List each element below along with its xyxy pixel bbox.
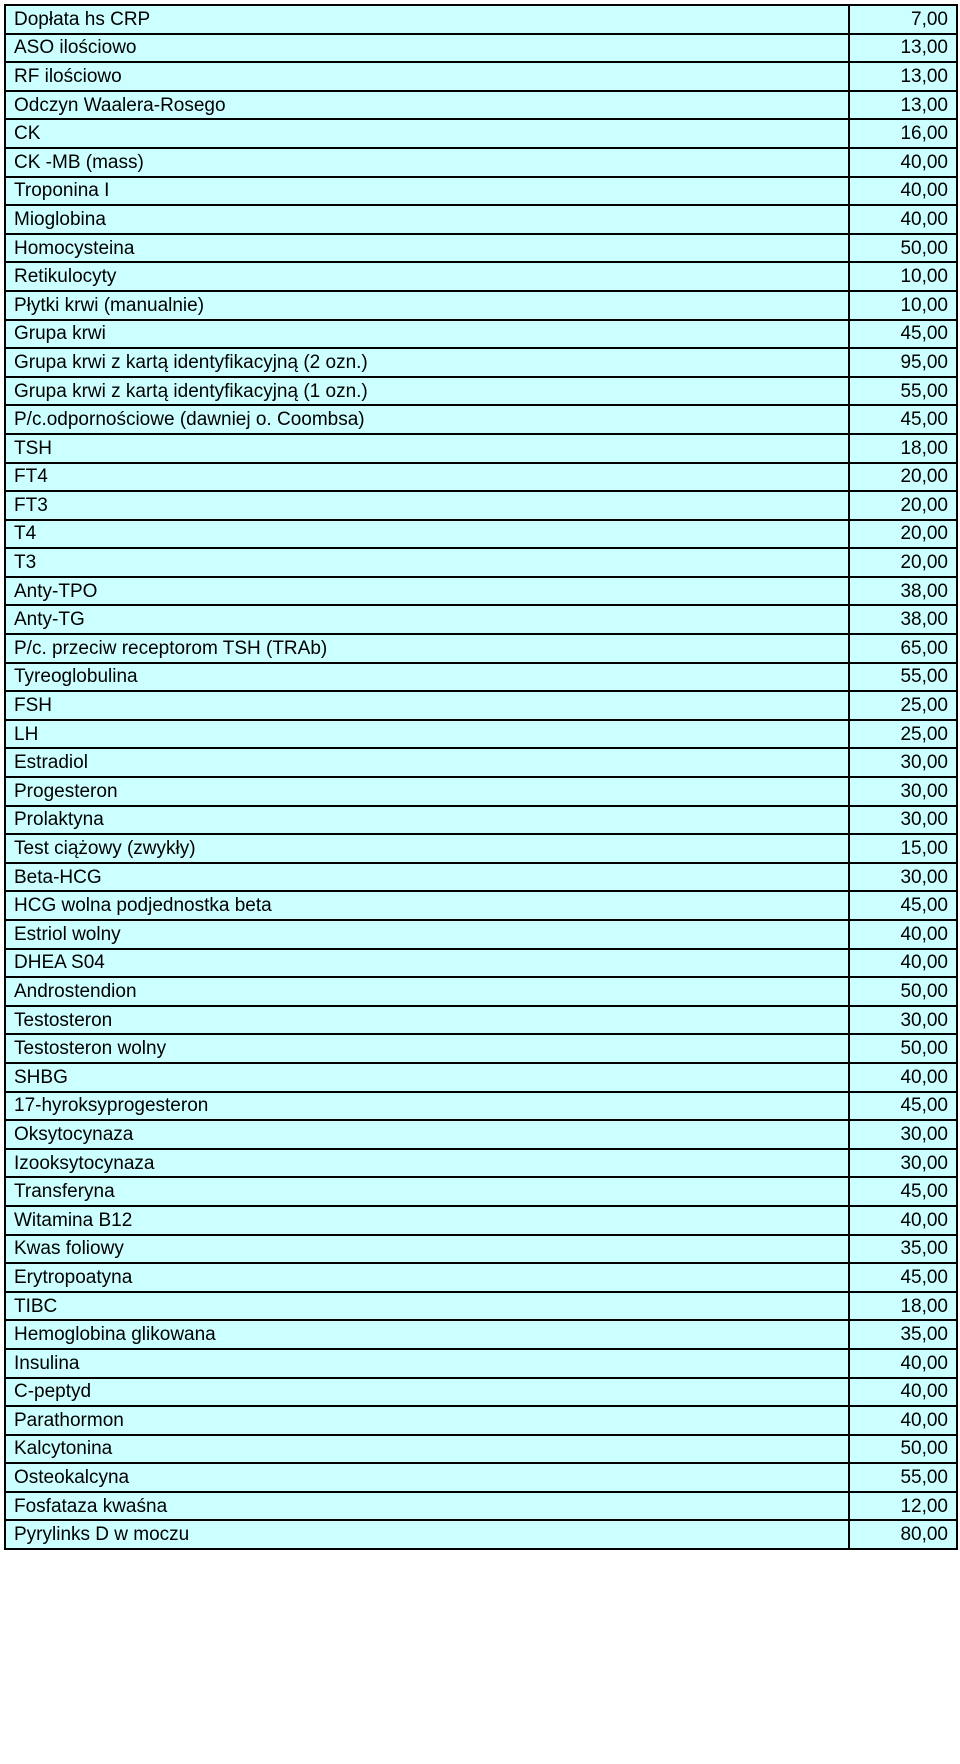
test-name-cell: TIBC bbox=[5, 1292, 849, 1321]
table-row bbox=[5, 777, 957, 806]
test-price-cell: 80,00 bbox=[849, 1520, 957, 1549]
table-row bbox=[5, 720, 957, 749]
test-name-cell: Kwas foliowy bbox=[5, 1235, 849, 1264]
test-price-cell: 40,00 bbox=[849, 1378, 957, 1407]
test-price-cell: 40,00 bbox=[849, 205, 957, 234]
table-row bbox=[5, 1006, 957, 1035]
table-row bbox=[5, 434, 957, 463]
test-name-cell: Osteokalcyna bbox=[5, 1463, 849, 1492]
table-row bbox=[5, 320, 957, 349]
test-price-cell: 30,00 bbox=[849, 748, 957, 777]
table-row bbox=[5, 5, 957, 34]
test-price-cell: 45,00 bbox=[849, 1177, 957, 1206]
test-price-cell: 30,00 bbox=[849, 1006, 957, 1035]
test-name-cell: Witamina B12 bbox=[5, 1206, 849, 1235]
table-row bbox=[5, 1034, 957, 1063]
table-row bbox=[5, 1320, 957, 1349]
table-row bbox=[5, 691, 957, 720]
test-name-cell: Transferyna bbox=[5, 1177, 849, 1206]
test-price-cell: 45,00 bbox=[849, 1263, 957, 1292]
test-price-cell: 13,00 bbox=[849, 62, 957, 91]
test-price-cell: 38,00 bbox=[849, 605, 957, 634]
test-name-cell: Erytropoatyna bbox=[5, 1263, 849, 1292]
test-price-cell: 45,00 bbox=[849, 891, 957, 920]
test-price-cell: 50,00 bbox=[849, 1034, 957, 1063]
table-row bbox=[5, 663, 957, 692]
table-row bbox=[5, 177, 957, 206]
test-price-cell: 30,00 bbox=[849, 863, 957, 892]
test-price-cell: 50,00 bbox=[849, 977, 957, 1006]
test-price-cell: 95,00 bbox=[849, 348, 957, 377]
table-row bbox=[5, 834, 957, 863]
test-name-cell: TSH bbox=[5, 434, 849, 463]
test-price-cell: 40,00 bbox=[849, 1349, 957, 1378]
table-row bbox=[5, 262, 957, 291]
test-price-cell: 18,00 bbox=[849, 1292, 957, 1321]
test-price-cell: 40,00 bbox=[849, 949, 957, 978]
test-price-cell: 40,00 bbox=[849, 920, 957, 949]
test-price-cell: 10,00 bbox=[849, 262, 957, 291]
test-name-cell: Estriol wolny bbox=[5, 920, 849, 949]
table-row bbox=[5, 491, 957, 520]
test-price-cell: 25,00 bbox=[849, 720, 957, 749]
table-row bbox=[5, 1063, 957, 1092]
test-name-cell: Fosfataza kwaśna bbox=[5, 1492, 849, 1521]
test-price-cell: 40,00 bbox=[849, 1206, 957, 1235]
table-row bbox=[5, 1435, 957, 1464]
test-name-cell: Grupa krwi z kartą identyfikacyjną (2 ozn.) bbox=[5, 348, 849, 377]
test-name-cell: Izooksytocynaza bbox=[5, 1149, 849, 1178]
test-price-cell: 40,00 bbox=[849, 1063, 957, 1092]
test-name-cell: RF ilościowo bbox=[5, 62, 849, 91]
test-price-cell: 38,00 bbox=[849, 577, 957, 606]
test-price-cell: 13,00 bbox=[849, 34, 957, 63]
table-row bbox=[5, 1092, 957, 1121]
table-row bbox=[5, 91, 957, 120]
test-price-cell: 45,00 bbox=[849, 405, 957, 434]
test-name-cell: ASO ilościowo bbox=[5, 34, 849, 63]
test-price-cell: 10,00 bbox=[849, 291, 957, 320]
table-row bbox=[5, 205, 957, 234]
test-price-cell: 20,00 bbox=[849, 463, 957, 492]
test-name-cell: C-peptyd bbox=[5, 1378, 849, 1407]
test-price-cell: 45,00 bbox=[849, 320, 957, 349]
test-name-cell: FT4 bbox=[5, 463, 849, 492]
test-name-cell: Progesteron bbox=[5, 777, 849, 806]
price-list-table bbox=[4, 4, 958, 1550]
test-name-cell: P/c. przeciw receptorom TSH (TRAb) bbox=[5, 634, 849, 663]
test-name-cell: FSH bbox=[5, 691, 849, 720]
test-price-cell: 30,00 bbox=[849, 806, 957, 835]
test-name-cell: Testosteron wolny bbox=[5, 1034, 849, 1063]
test-price-cell: 25,00 bbox=[849, 691, 957, 720]
test-name-cell: CK -MB (mass) bbox=[5, 148, 849, 177]
test-name-cell: DHEA S04 bbox=[5, 949, 849, 978]
table-row bbox=[5, 1406, 957, 1435]
test-price-cell: 45,00 bbox=[849, 1092, 957, 1121]
test-price-cell: 20,00 bbox=[849, 548, 957, 577]
table-row bbox=[5, 348, 957, 377]
test-price-cell: 50,00 bbox=[849, 234, 957, 263]
test-name-cell: T3 bbox=[5, 548, 849, 577]
test-name-cell: Oksytocynaza bbox=[5, 1120, 849, 1149]
test-price-cell: 55,00 bbox=[849, 377, 957, 406]
table-row bbox=[5, 1463, 957, 1492]
test-price-cell: 35,00 bbox=[849, 1320, 957, 1349]
test-name-cell: Hemoglobina glikowana bbox=[5, 1320, 849, 1349]
table-row bbox=[5, 291, 957, 320]
table-row bbox=[5, 605, 957, 634]
table-row bbox=[5, 949, 957, 978]
test-price-cell: 30,00 bbox=[849, 1120, 957, 1149]
test-name-cell: Grupa krwi z kartą identyfikacyjną (1 ozn.) bbox=[5, 377, 849, 406]
table-row bbox=[5, 520, 957, 549]
test-price-cell: 35,00 bbox=[849, 1235, 957, 1264]
test-name-cell: CK bbox=[5, 119, 849, 148]
table-row bbox=[5, 405, 957, 434]
test-price-cell: 15,00 bbox=[849, 834, 957, 863]
table-row bbox=[5, 577, 957, 606]
table-row bbox=[5, 1206, 957, 1235]
test-name-cell: Tyreoglobulina bbox=[5, 663, 849, 692]
test-price-cell: 65,00 bbox=[849, 634, 957, 663]
test-name-cell: Mioglobina bbox=[5, 205, 849, 234]
price-list-body bbox=[5, 5, 957, 1549]
table-row bbox=[5, 1292, 957, 1321]
test-price-cell: 20,00 bbox=[849, 491, 957, 520]
test-name-cell: Płytki krwi (manualnie) bbox=[5, 291, 849, 320]
table-row bbox=[5, 1492, 957, 1521]
table-row bbox=[5, 377, 957, 406]
table-row bbox=[5, 920, 957, 949]
test-name-cell: Androstendion bbox=[5, 977, 849, 1006]
table-row bbox=[5, 234, 957, 263]
test-name-cell: Testosteron bbox=[5, 1006, 849, 1035]
test-name-cell: Anty-TPO bbox=[5, 577, 849, 606]
table-row bbox=[5, 62, 957, 91]
table-row bbox=[5, 1349, 957, 1378]
test-name-cell: Test ciążowy (zwykły) bbox=[5, 834, 849, 863]
test-name-cell: FT3 bbox=[5, 491, 849, 520]
test-name-cell: HCG wolna podjednostka beta bbox=[5, 891, 849, 920]
test-price-cell: 16,00 bbox=[849, 119, 957, 148]
table-row bbox=[5, 977, 957, 1006]
test-name-cell: Estradiol bbox=[5, 748, 849, 777]
test-price-cell: 18,00 bbox=[849, 434, 957, 463]
test-name-cell: Retikulocyty bbox=[5, 262, 849, 291]
test-price-cell: 40,00 bbox=[849, 148, 957, 177]
test-name-cell: Troponina I bbox=[5, 177, 849, 206]
table-row bbox=[5, 634, 957, 663]
table-row bbox=[5, 1520, 957, 1549]
table-row bbox=[5, 548, 957, 577]
table-row bbox=[5, 148, 957, 177]
test-name-cell: Anty-TG bbox=[5, 605, 849, 634]
test-price-cell: 40,00 bbox=[849, 177, 957, 206]
table-row bbox=[5, 863, 957, 892]
table-row bbox=[5, 806, 957, 835]
test-name-cell: T4 bbox=[5, 520, 849, 549]
test-name-cell: Prolaktyna bbox=[5, 806, 849, 835]
test-name-cell: SHBG bbox=[5, 1063, 849, 1092]
test-price-cell: 55,00 bbox=[849, 663, 957, 692]
test-price-cell: 40,00 bbox=[849, 1406, 957, 1435]
test-price-cell: 50,00 bbox=[849, 1435, 957, 1464]
test-price-cell: 30,00 bbox=[849, 1149, 957, 1178]
test-name-cell: Homocysteina bbox=[5, 234, 849, 263]
test-name-cell: Beta-HCG bbox=[5, 863, 849, 892]
table-row bbox=[5, 891, 957, 920]
table-row bbox=[5, 748, 957, 777]
test-name-cell: Odczyn Waalera-Rosego bbox=[5, 91, 849, 120]
table-row bbox=[5, 1378, 957, 1407]
table-row bbox=[5, 1149, 957, 1178]
table-row bbox=[5, 34, 957, 63]
test-price-cell: 13,00 bbox=[849, 91, 957, 120]
test-name-cell: Insulina bbox=[5, 1349, 849, 1378]
test-price-cell: 12,00 bbox=[849, 1492, 957, 1521]
test-name-cell: Pyrylinks D w moczu bbox=[5, 1520, 849, 1549]
test-name-cell: 17-hyroksyprogesteron bbox=[5, 1092, 849, 1121]
table-row bbox=[5, 1235, 957, 1264]
table-row bbox=[5, 1177, 957, 1206]
test-price-cell: 30,00 bbox=[849, 777, 957, 806]
test-price-cell: 7,00 bbox=[849, 5, 957, 34]
table-row bbox=[5, 1263, 957, 1292]
test-price-cell: 55,00 bbox=[849, 1463, 957, 1492]
test-price-cell: 20,00 bbox=[849, 520, 957, 549]
test-name-cell: Dopłata hs CRP bbox=[5, 5, 849, 34]
table-row bbox=[5, 119, 957, 148]
table-row bbox=[5, 1120, 957, 1149]
test-name-cell: Kalcytonina bbox=[5, 1435, 849, 1464]
test-name-cell: P/c.odpornościowe (dawniej o. Coombsa) bbox=[5, 405, 849, 434]
table-row bbox=[5, 463, 957, 492]
test-name-cell: Grupa krwi bbox=[5, 320, 849, 349]
test-name-cell: Parathormon bbox=[5, 1406, 849, 1435]
test-name-cell: LH bbox=[5, 720, 849, 749]
